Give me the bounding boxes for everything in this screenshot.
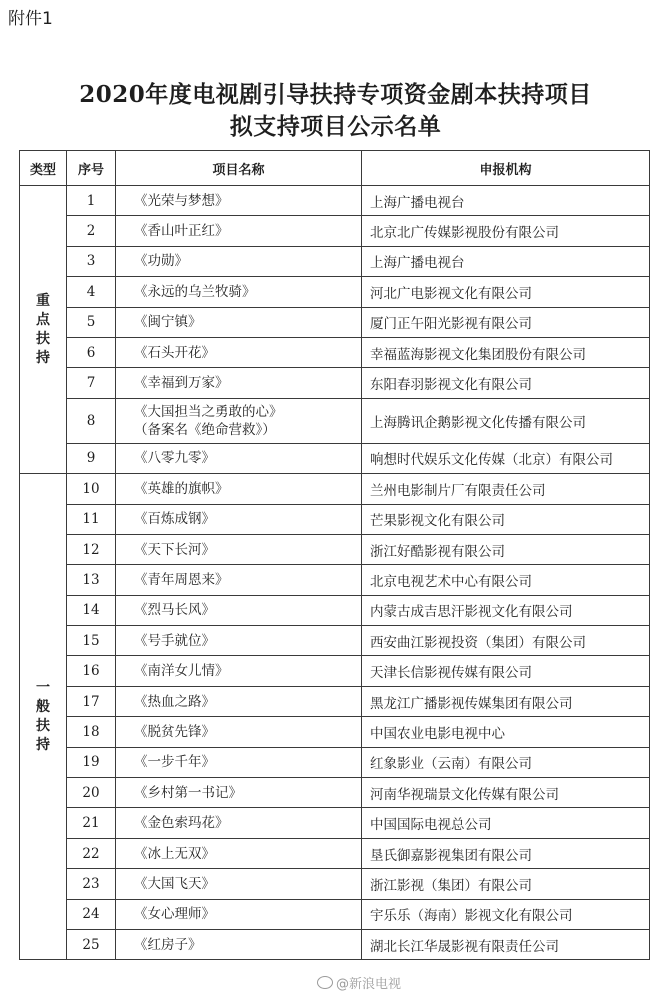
index-cell: 15 (67, 626, 116, 656)
attachment-label: 附件1 (8, 9, 53, 29)
project-name-cell (116, 686, 362, 716)
organization-cell: 幸福蓝海影视文化集团股份有限公司 (362, 337, 650, 367)
project-name-cell (116, 398, 362, 443)
table-row (20, 307, 650, 337)
organization-cell: 浙江好酷影视有限公司 (362, 534, 650, 564)
project-name-cell (116, 186, 362, 216)
project-name-cell (116, 595, 362, 625)
project-name-line: 《光荣与梦想》 (134, 192, 229, 209)
table-row (20, 216, 650, 246)
organization-cell: 宇乐乐（海南）影视文化有限公司 (362, 899, 650, 929)
project-name-line: 《百炼成钢》 (134, 511, 215, 528)
project-name-cell (116, 443, 362, 473)
project-name-line: 《八零九零》 (134, 450, 215, 467)
table-row (20, 443, 650, 473)
project-name-line: （备案名《绝命营救》） (134, 421, 276, 438)
table-row (20, 656, 650, 686)
index-cell: 4 (67, 277, 116, 307)
project-name-line: 《金色索玛花》 (134, 815, 229, 832)
project-name-cell (116, 838, 362, 868)
index-cell: 9 (67, 443, 116, 473)
index-cell: 14 (67, 595, 116, 625)
index-cell: 2 (67, 216, 116, 246)
table-row (20, 838, 650, 868)
project-name-cell (116, 929, 362, 959)
index-cell: 12 (67, 534, 116, 564)
project-name-cell (116, 337, 362, 367)
organization-cell: 厦门正午阳光影视有限公司 (362, 307, 650, 337)
table-body (20, 186, 650, 960)
table-row (20, 717, 650, 747)
table-row (20, 534, 650, 564)
index-cell: 6 (67, 337, 116, 367)
table-row (20, 337, 650, 367)
document-title-line-2: 拟支持项目公示名单 (229, 113, 442, 140)
project-name-line: 《幸福到万家》 (134, 375, 229, 392)
index-cell: 11 (67, 504, 116, 534)
project-name-line: 《永远的乌兰牧骑》 (134, 283, 256, 300)
index-cell: 19 (67, 747, 116, 777)
project-name-line: 《香山叶正红》 (134, 223, 229, 240)
document-title-line-1: 2020年度电视剧引导扶持专项资金剧本扶持项目 (79, 81, 592, 108)
header-type: 类型 (20, 151, 67, 186)
index-cell: 5 (67, 307, 116, 337)
organization-cell: 浙江影视（集团）有限公司 (362, 869, 650, 899)
organization-cell: 北京电视艺术中心有限公司 (362, 565, 650, 595)
project-name-line: 《天下长河》 (134, 541, 215, 558)
header-index: 序号 (67, 151, 116, 186)
project-name-cell (116, 717, 362, 747)
project-name-line: 《大国担当之勇敢的心》 (134, 403, 283, 420)
table-row (20, 747, 650, 777)
project-name-cell (116, 565, 362, 595)
project-name-line: 《南洋女儿情》 (134, 663, 229, 680)
project-name-cell (116, 534, 362, 564)
header-project-name: 项目名称 (116, 151, 362, 186)
index-cell: 3 (67, 246, 116, 276)
index-cell: 18 (67, 717, 116, 747)
organization-cell: 上海腾讯企鹅影视文化传播有限公司 (362, 398, 650, 443)
project-name-cell (116, 307, 362, 337)
index-cell: 22 (67, 838, 116, 868)
index-cell: 20 (67, 778, 116, 808)
index-cell: 10 (67, 474, 116, 504)
table-row (20, 778, 650, 808)
weibo-icon (317, 976, 333, 989)
table-row (20, 686, 650, 716)
project-name-line: 《石头开花》 (134, 344, 215, 361)
organization-cell: 上海广播电视台 (362, 186, 650, 216)
project-name-line: 《英雄的旗帜》 (134, 480, 229, 497)
project-name-cell (116, 216, 362, 246)
organization-cell: 中国国际电视总公司 (362, 808, 650, 838)
organization-cell: 东阳春羽影视文化有限公司 (362, 368, 650, 398)
project-name-cell (116, 626, 362, 656)
index-cell: 1 (67, 186, 116, 216)
project-name-line: 《一步千年》 (134, 754, 215, 771)
table-row (20, 186, 650, 216)
organization-cell: 湖北长江华晟影视有限责任公司 (362, 929, 650, 959)
index-cell: 23 (67, 869, 116, 899)
project-name-line: 《功勋》 (134, 253, 188, 270)
table-row (20, 246, 650, 276)
table-row (20, 398, 650, 443)
table-row (20, 899, 650, 929)
project-name-cell (116, 899, 362, 929)
organization-cell: 中国农业电影电视中心 (362, 717, 650, 747)
organization-cell: 垦氏御嘉影视集团有限公司 (362, 838, 650, 868)
watermark-text: @新浪电视 (335, 977, 401, 992)
project-name-cell (116, 277, 362, 307)
project-table (19, 150, 650, 960)
index-cell: 25 (67, 929, 116, 959)
project-name-line: 《大国飞天》 (134, 875, 215, 892)
project-name-line: 《女心理师》 (134, 906, 215, 923)
project-name-line: 《冰上无双》 (134, 845, 215, 862)
index-cell: 8 (67, 398, 116, 443)
table-row (20, 808, 650, 838)
table-row (20, 595, 650, 625)
organization-cell: 北京北广传媒影视股份有限公司 (362, 216, 650, 246)
table-row (20, 626, 650, 656)
organization-cell: 上海广播电视台 (362, 246, 650, 276)
index-cell: 13 (67, 565, 116, 595)
organization-cell: 红象影业（云南）有限公司 (362, 747, 650, 777)
organization-cell: 响想时代娱乐文化传媒（北京）有限公司 (362, 443, 650, 473)
project-name-line: 《乡村第一书记》 (134, 784, 242, 801)
project-name-line: 《烈马长风》 (134, 602, 215, 619)
table-row (20, 929, 650, 959)
organization-cell: 河北广电影视文化有限公司 (362, 277, 650, 307)
project-name-line: 《红房子》 (134, 936, 202, 953)
index-cell: 21 (67, 808, 116, 838)
organization-cell: 芒果影视文化有限公司 (362, 504, 650, 534)
project-name-cell (116, 747, 362, 777)
organization-cell: 内蒙古成吉思汗影视文化有限公司 (362, 595, 650, 625)
index-cell: 17 (67, 686, 116, 716)
project-name-cell (116, 246, 362, 276)
index-cell: 24 (67, 899, 116, 929)
organization-cell: 天津长信影视传媒有限公司 (362, 656, 650, 686)
project-name-cell (116, 656, 362, 686)
organization-cell: 西安曲江影视投资（集团）有限公司 (362, 626, 650, 656)
table-row (20, 504, 650, 534)
project-name-line: 《热血之路》 (134, 693, 215, 710)
table-row (20, 368, 650, 398)
project-name-line: 《青年周恩来》 (134, 571, 229, 588)
table-row (20, 277, 650, 307)
project-name-cell (116, 778, 362, 808)
type-cell: 重 点 扶 持 (20, 186, 67, 474)
project-name-line: 《号手就位》 (134, 632, 215, 649)
project-name-line: 《脱贫先锋》 (134, 723, 215, 740)
table-row (20, 565, 650, 595)
organization-cell: 兰州电影制片厂有限责任公司 (362, 474, 650, 504)
index-cell: 16 (67, 656, 116, 686)
project-name-cell (116, 368, 362, 398)
project-name-cell (116, 808, 362, 838)
project-name-cell (116, 504, 362, 534)
project-name-cell (116, 869, 362, 899)
watermark (317, 973, 401, 992)
table-header-row (20, 151, 650, 186)
project-name-line: 《闽宁镇》 (134, 314, 202, 331)
type-cell: 一 般 扶 持 (20, 474, 67, 960)
organization-cell: 黑龙江广播影视传媒集团有限公司 (362, 686, 650, 716)
index-cell: 7 (67, 368, 116, 398)
organization-cell: 河南华视瑞景文化传媒有限公司 (362, 778, 650, 808)
header-organization: 申报机构 (362, 151, 650, 186)
table-row (20, 869, 650, 899)
table-row (20, 474, 650, 504)
project-name-cell (116, 474, 362, 504)
